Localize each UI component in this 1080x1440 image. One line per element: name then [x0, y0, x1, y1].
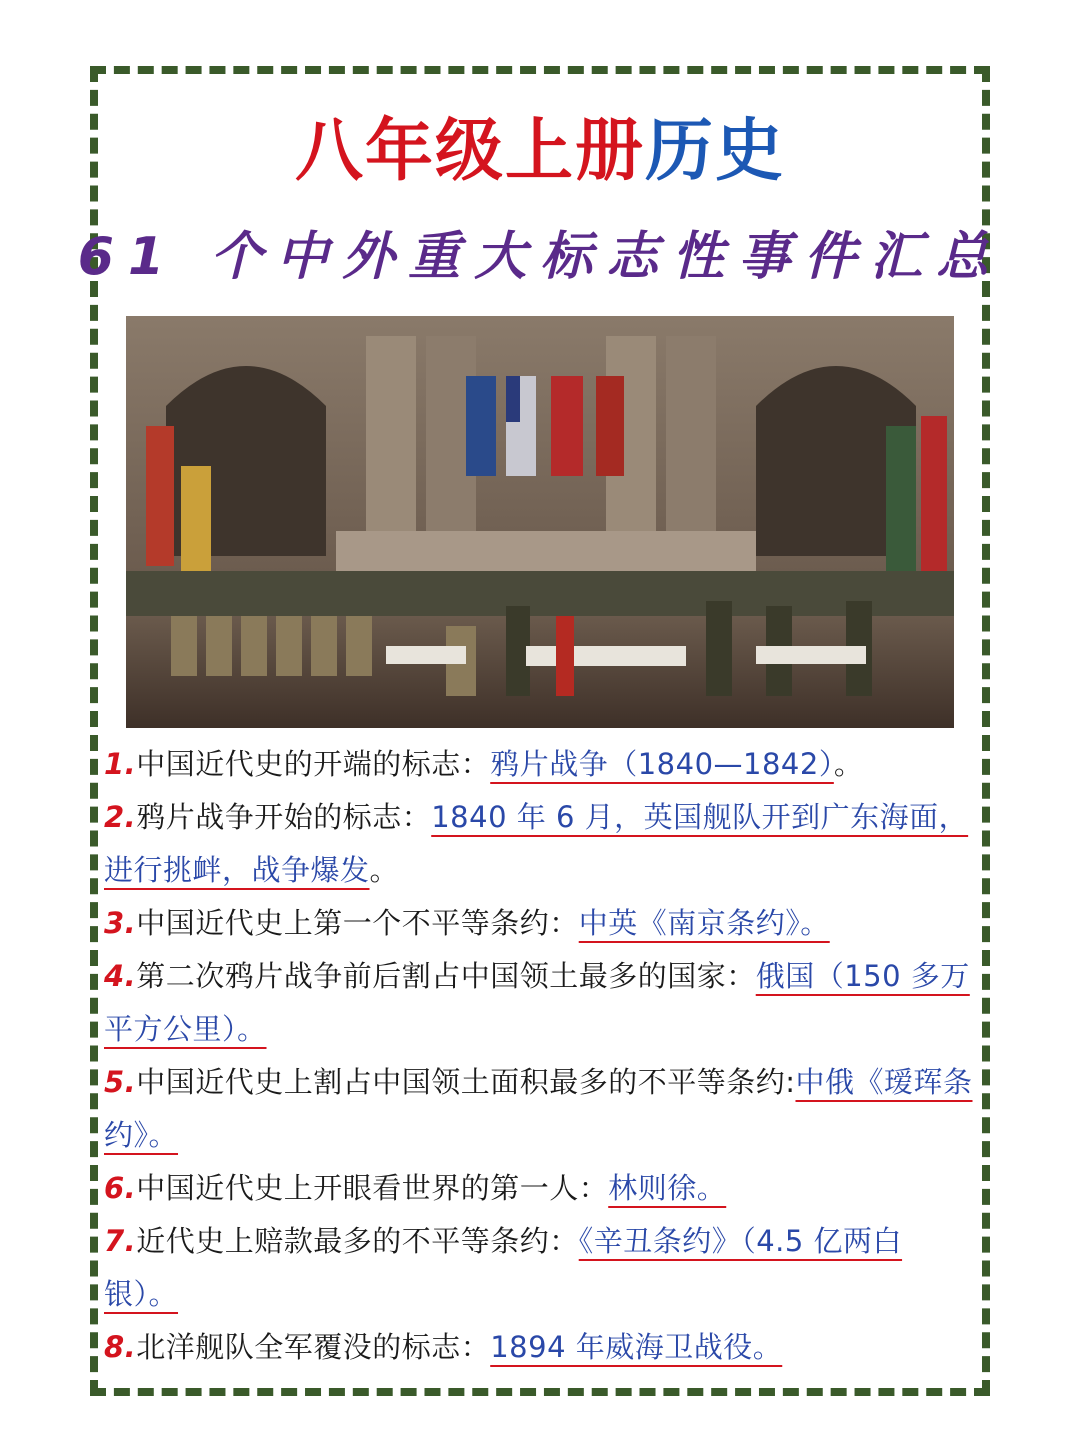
page-subtitle: 61 个中外重大标志性事件汇总	[77, 227, 1003, 287]
list-item: 3.中国近代史上第一个不平等条约：中英《南京条约》。	[104, 906, 830, 940]
list-item: 4.第二次鸦片战争前后割占中国领土最多的国家：俄国（150 多万平方公里）。	[104, 959, 970, 1046]
event-list	[104, 738, 976, 1374]
surrender-ceremony-painting	[126, 316, 954, 728]
title-part1: 八年级上册	[294, 112, 645, 191]
list-item: 8.北洋舰队全军覆没的标志：1894 年威海卫战役。	[104, 1330, 783, 1364]
list-item: 5.中国近代史上割占中国领土面积最多的不平等条约:中俄《瑷珲条约》。	[104, 1065, 973, 1152]
list-item: 1.中国近代史的开端的标志：鸦片战争（1840—1842）。	[104, 747, 864, 781]
list-item: 2.鸦片战争开始的标志：1840 年 6 月，英国舰队开到广东海面，进行挑衅，战争爆发。	[104, 800, 969, 887]
list-item: 6.中国近代史上开眼看世界的第一人：林则徐。	[104, 1171, 727, 1205]
title-part2: 历史	[645, 112, 786, 191]
page-title	[0, 112, 1080, 192]
list-item: 7.近代史上赔款最多的不平等条约：《辛丑条约》（4.5 亿两白银）。	[104, 1224, 903, 1311]
